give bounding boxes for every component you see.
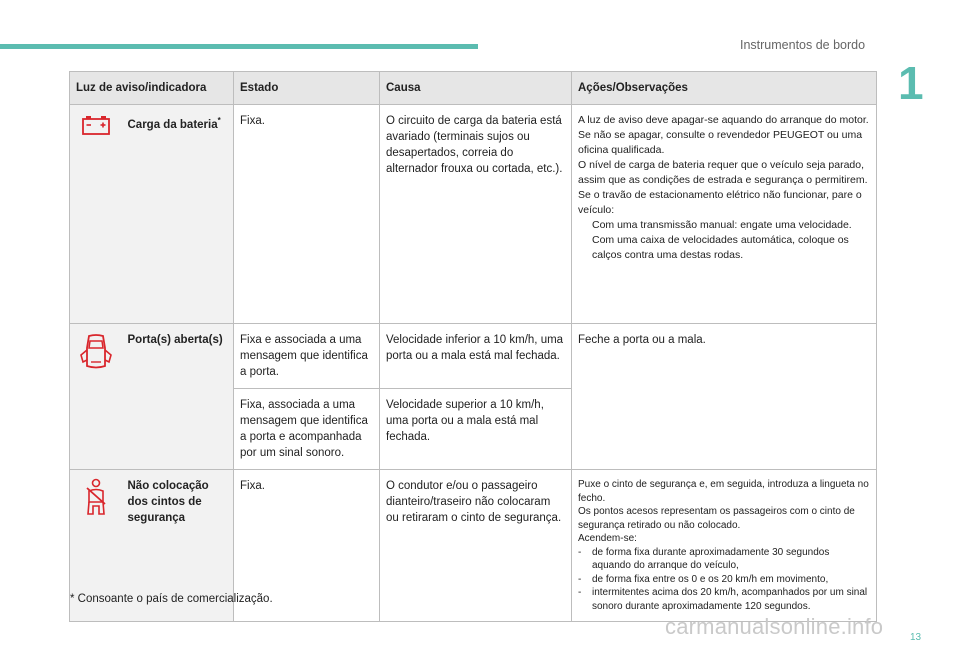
battery-name: Carga da bateria* <box>122 105 234 324</box>
table-header-row <box>70 72 877 105</box>
action-text: O nível de carga de bateria requer que o veículo seja parado, assim que as condições de estrada e segurança o permitirem. <box>578 159 868 186</box>
battery-cause: O circuito de carga da bateria está avariado (terminais sujos ou desapertados, correia do alternador frouxa ou cortada, etc.). <box>380 105 572 324</box>
battery-icon-cell <box>70 105 122 324</box>
battery-state: Fixa. <box>234 105 380 324</box>
column-header-cause: Causa <box>380 72 572 105</box>
door-cause-1: Velocidade inferior a 10 km/h, uma porta ou a mala está mal fechada. <box>380 324 572 389</box>
action-text: A luz de aviso deve apagar-se aquando do arranque do motor. <box>578 114 869 126</box>
header-accent-bar <box>0 44 478 49</box>
list-item: - intermitentes acima dos 20 km/h, acompanhados por um sinal sonoro durante aproximadamente 120 segundos. <box>578 587 868 612</box>
seatbelt-actions <box>572 470 877 622</box>
door-open-icon <box>80 332 112 374</box>
column-header-state: Estado <box>234 72 380 105</box>
action-text: Se não se apagar, consulte o revendedor PEUGEOT ou uma oficina qualificada. <box>578 129 863 156</box>
list-item: Com uma caixa de velocidades automática, coloque os calços contra uma destas rodas. <box>592 234 849 261</box>
seatbelt-icon <box>82 478 110 518</box>
footnote: * Consoante o país de comercialização. <box>70 593 273 605</box>
seatbelt-state: Fixa. <box>234 470 380 622</box>
list-item: - de forma fixa entre os 0 e os 20 km/h em movimento, <box>578 573 829 585</box>
column-header-light: Luz de aviso/indicadora <box>70 72 234 105</box>
seatbelt-name: Não colocação dos cintos de segurança <box>122 470 234 622</box>
page-number: 13 <box>910 632 922 643</box>
battery-actions <box>572 105 877 324</box>
action-text: Acendem-se: <box>578 533 637 544</box>
chapter-number: 1 <box>898 57 924 109</box>
warning-lights-table <box>69 71 877 622</box>
list-item: Com uma transmissão manual: engate uma velocidade. <box>592 219 852 231</box>
table-row-battery <box>70 105 877 324</box>
door-cause-2: Velocidade superior a 10 km/h, uma porta ou a mala está mal fechada. <box>380 389 572 470</box>
list-item: - de forma fixa durante aproximadamente 30 segundos aquando do arranque do veículo, <box>578 546 830 571</box>
section-title: Instrumentos de bordo <box>740 38 866 52</box>
action-text: Se o travão de estacionamento elétrico não funcionar, pare o veículo: <box>578 189 862 216</box>
door-state-1: Fixa e associada a uma mensagem que identifica a porta. <box>234 324 380 389</box>
seatbelt-cause: O condutor e/ou o passageiro dianteiro/traseiro não colocaram ou retiraram o cinto de segurança. <box>380 470 572 622</box>
door-action: Feche a porta ou a mala. <box>572 324 877 470</box>
battery-icon <box>80 113 112 137</box>
action-text: Os pontos acesos representam os passageiros com o cinto de segurança retirado ou não colocado. <box>578 506 855 531</box>
door-state-2: Fixa, associada a uma mensagem que identifica a porta e acompanhada por um sinal sonoro. <box>234 389 380 470</box>
table-row-door <box>70 324 877 389</box>
column-header-actions: Ações/Observações <box>572 72 877 105</box>
watermark: carmanualsonline.info <box>665 614 884 639</box>
action-text: Puxe o cinto de segurança e, em seguida, introduza a lingueta no fecho. <box>578 479 869 504</box>
door-icon-cell <box>70 324 122 470</box>
door-name: Porta(s) aberta(s) <box>122 324 234 470</box>
